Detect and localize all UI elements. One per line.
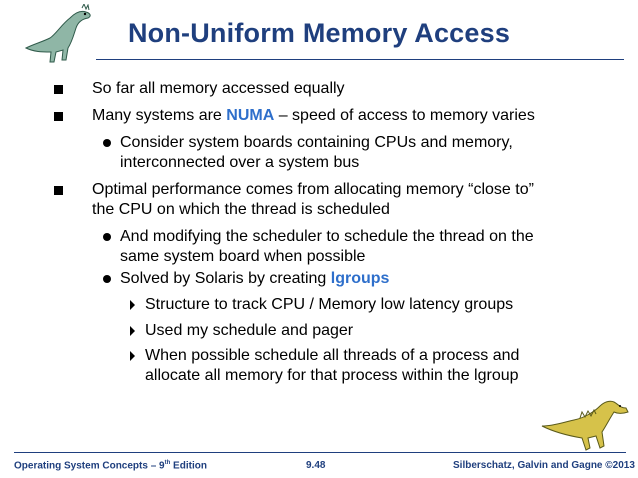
bullet-arrow-icon	[130, 326, 135, 336]
bullet-arrow-icon	[130, 351, 135, 361]
footer-edition: Operating System Concepts – 9th Edition	[14, 460, 207, 472]
bullet-text: So far all memory accessed equally	[92, 80, 345, 97]
bullet-text: Used my schedule and pager	[145, 322, 354, 339]
page-number: 9.48	[306, 460, 326, 471]
bullet-dot-icon	[103, 233, 111, 241]
bullet-text: the CPU on which the thread is scheduled	[92, 201, 390, 218]
highlight-term: lgroups	[330, 270, 390, 287]
bullet-text: same system board when possible	[120, 248, 366, 265]
bullet-text: Consider system boards containing CPUs and memory,	[120, 134, 513, 151]
bullet-dot-icon	[103, 275, 111, 283]
bullet-text: Many systems are NUMA – speed of access to memory varies	[92, 107, 535, 124]
bullet-text: When possible schedule all threads of a process and	[145, 347, 520, 364]
page-title: Non-Uniform Memory Access	[127, 18, 511, 48]
dinosaur-icon	[540, 392, 632, 454]
bullet-text: Solved by Solaris by creating lgroups	[120, 270, 390, 287]
highlight-term: NUMA	[226, 107, 275, 124]
bullet-square-icon	[54, 112, 63, 121]
footer-divider	[14, 452, 626, 453]
bullet-text: Structure to track CPU / Memory low latency groups	[145, 296, 514, 313]
bullet-text: allocate all memory for that process within the lgroup	[145, 367, 519, 384]
bullet-text: interconnected over a system bus	[120, 154, 360, 171]
bullet-square-icon	[54, 85, 63, 94]
bullet-dot-icon	[103, 139, 111, 147]
bullet-text: Optimal performance comes from allocating memory “close to”	[92, 181, 534, 198]
bullet-arrow-icon	[130, 300, 135, 310]
footer-copyright: Silberschatz, Galvin and Gagne ©2013	[453, 460, 635, 471]
bullet-text: And modifying the scheduler to schedule the thread on the	[120, 228, 534, 245]
bullet-square-icon	[54, 186, 63, 195]
